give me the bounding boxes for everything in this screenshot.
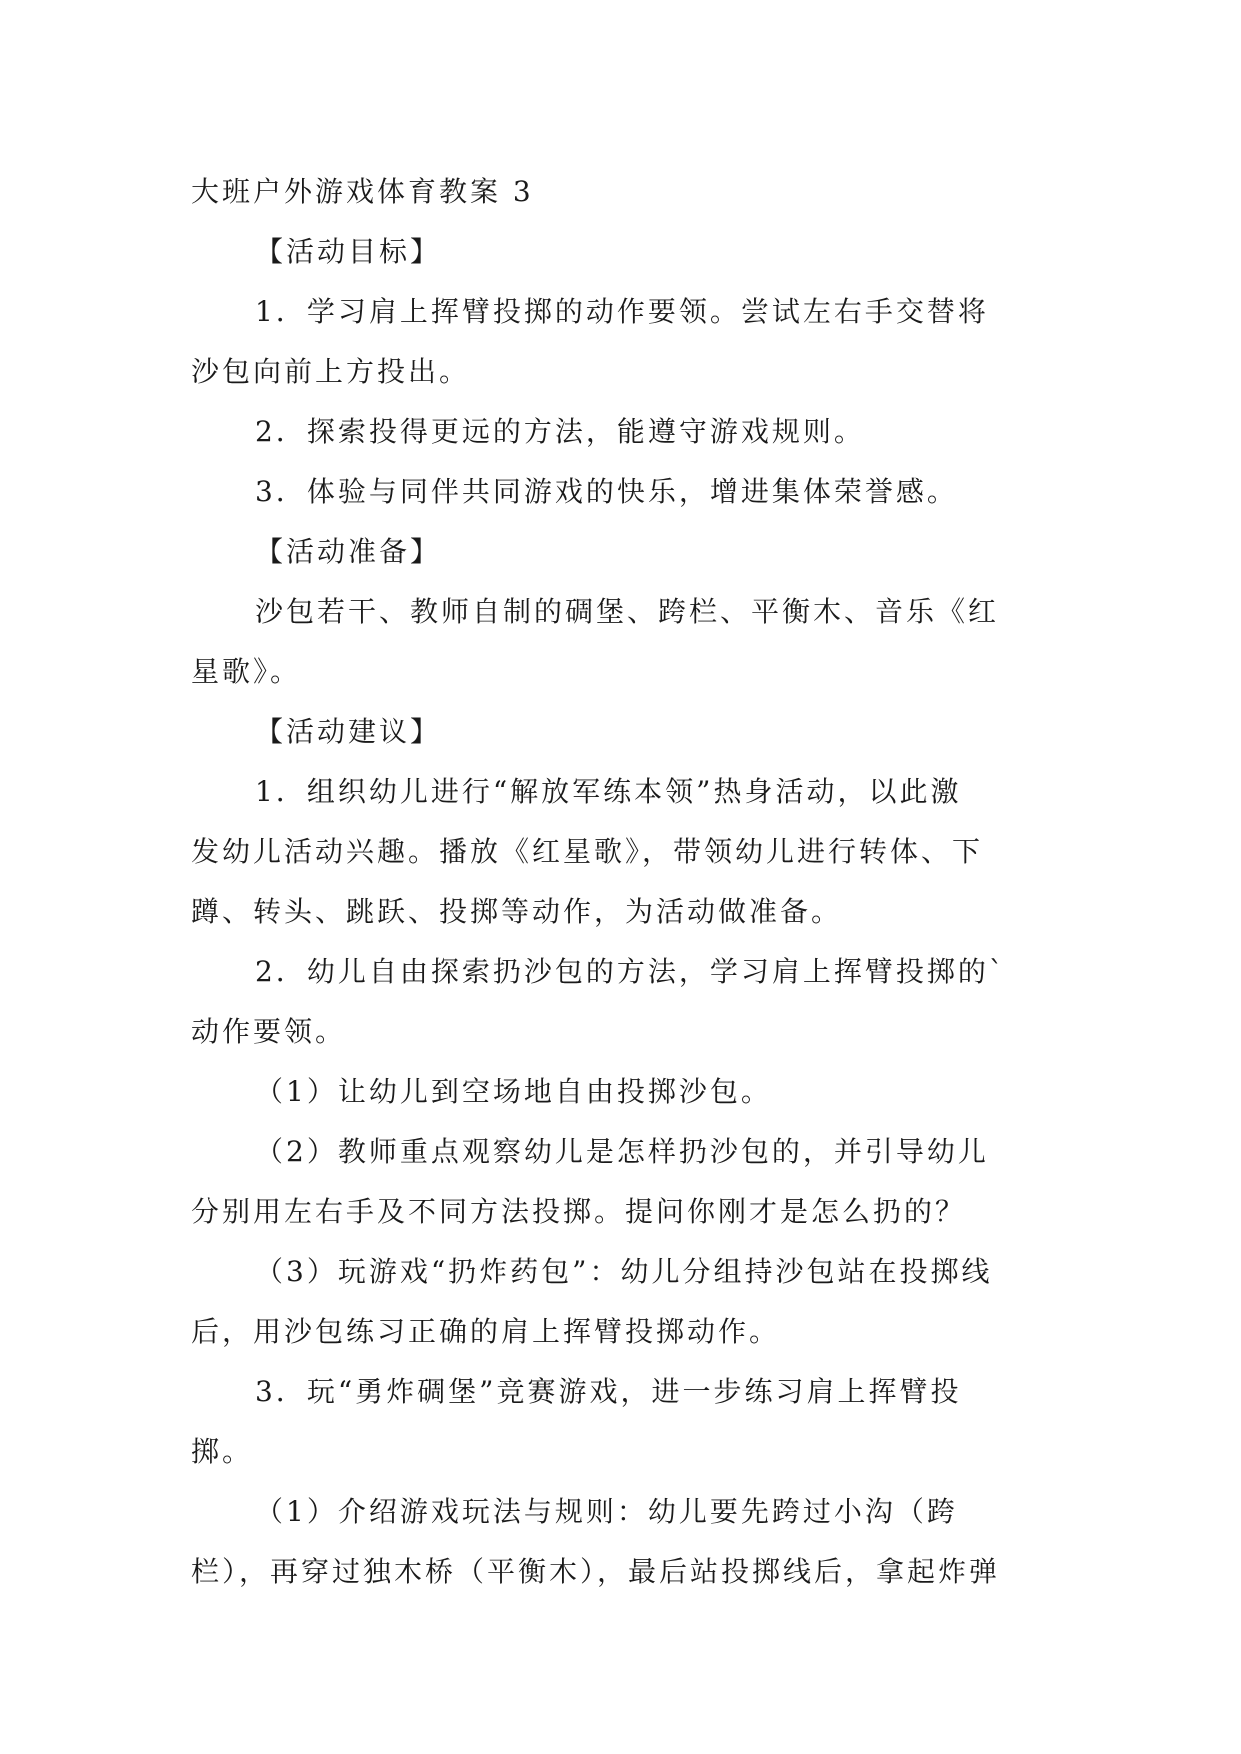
paragraph-line: 2．幼儿自由探索扔沙包的方法，学习肩上挥臂投掷的` [255, 955, 1006, 988]
paragraph-line: 分别用左右手及不同方法投掷。提问你刚才是怎么扔的？ [191, 1195, 967, 1228]
section-heading-preparation: 【活动准备】 [255, 535, 442, 568]
paragraph-line: 3．体验与同伴共同游戏的快乐，增进集体荣誉感。 [255, 475, 958, 508]
paragraph-line: 蹲、转头、跳跃、投掷等动作，为活动做准备。 [191, 895, 843, 928]
paragraph-line: 星歌》。 [191, 655, 302, 688]
paragraph-line: 动作要领。 [191, 1015, 347, 1048]
document-body [191, 162, 1061, 1602]
paragraph-line: 1．学习肩上挥臂投掷的动作要领。尝试左右手交替将 [255, 295, 989, 328]
paragraph-line: 栏），再穿过独木桥（平衡木），最后站投掷线后，拿起炸弹 [191, 1555, 1001, 1588]
paragraph-line: 掷。 [191, 1435, 254, 1468]
paragraph-line: 2．探索投得更远的方法，能遵守游戏规则。 [255, 415, 865, 448]
paragraph-line: 3．玩“勇炸碉堡”竞赛游戏，进一步练习肩上挥臂投 [255, 1375, 962, 1408]
section-heading-suggestions: 【活动建议】 [255, 715, 442, 748]
paragraph-line: 发幼儿活动兴趣。播放《红星歌》，带领幼儿进行转体、下 [191, 835, 984, 868]
paragraph-line: （2）教师重点观察幼儿是怎样扔沙包的，并引导幼儿 [255, 1135, 989, 1168]
paragraph-line: （1）让幼儿到空场地自由投掷沙包。 [255, 1075, 772, 1108]
paragraph-line: 后，用沙包练习正确的肩上挥臂投掷动作。 [191, 1315, 781, 1348]
section-heading-goals: 【活动目标】 [255, 235, 442, 268]
paragraph-line: 沙包若干、教师自制的碉堡、跨栏、平衡木、音乐《红 [255, 595, 1000, 628]
document-title: 大班户外游戏体育教案 3 [191, 175, 534, 208]
paragraph-line: 沙包向前上方投出。 [191, 355, 471, 388]
paragraph-line: （3）玩游戏“扔炸药包”：幼儿分组持沙包站在投掷线 [255, 1255, 993, 1288]
paragraph-line: 1．组织幼儿进行“解放军练本领”热身活动，以此激 [255, 775, 962, 808]
paragraph-line: （1）介绍游戏玩法与规则：幼儿要先跨过小沟（跨 [255, 1495, 958, 1528]
